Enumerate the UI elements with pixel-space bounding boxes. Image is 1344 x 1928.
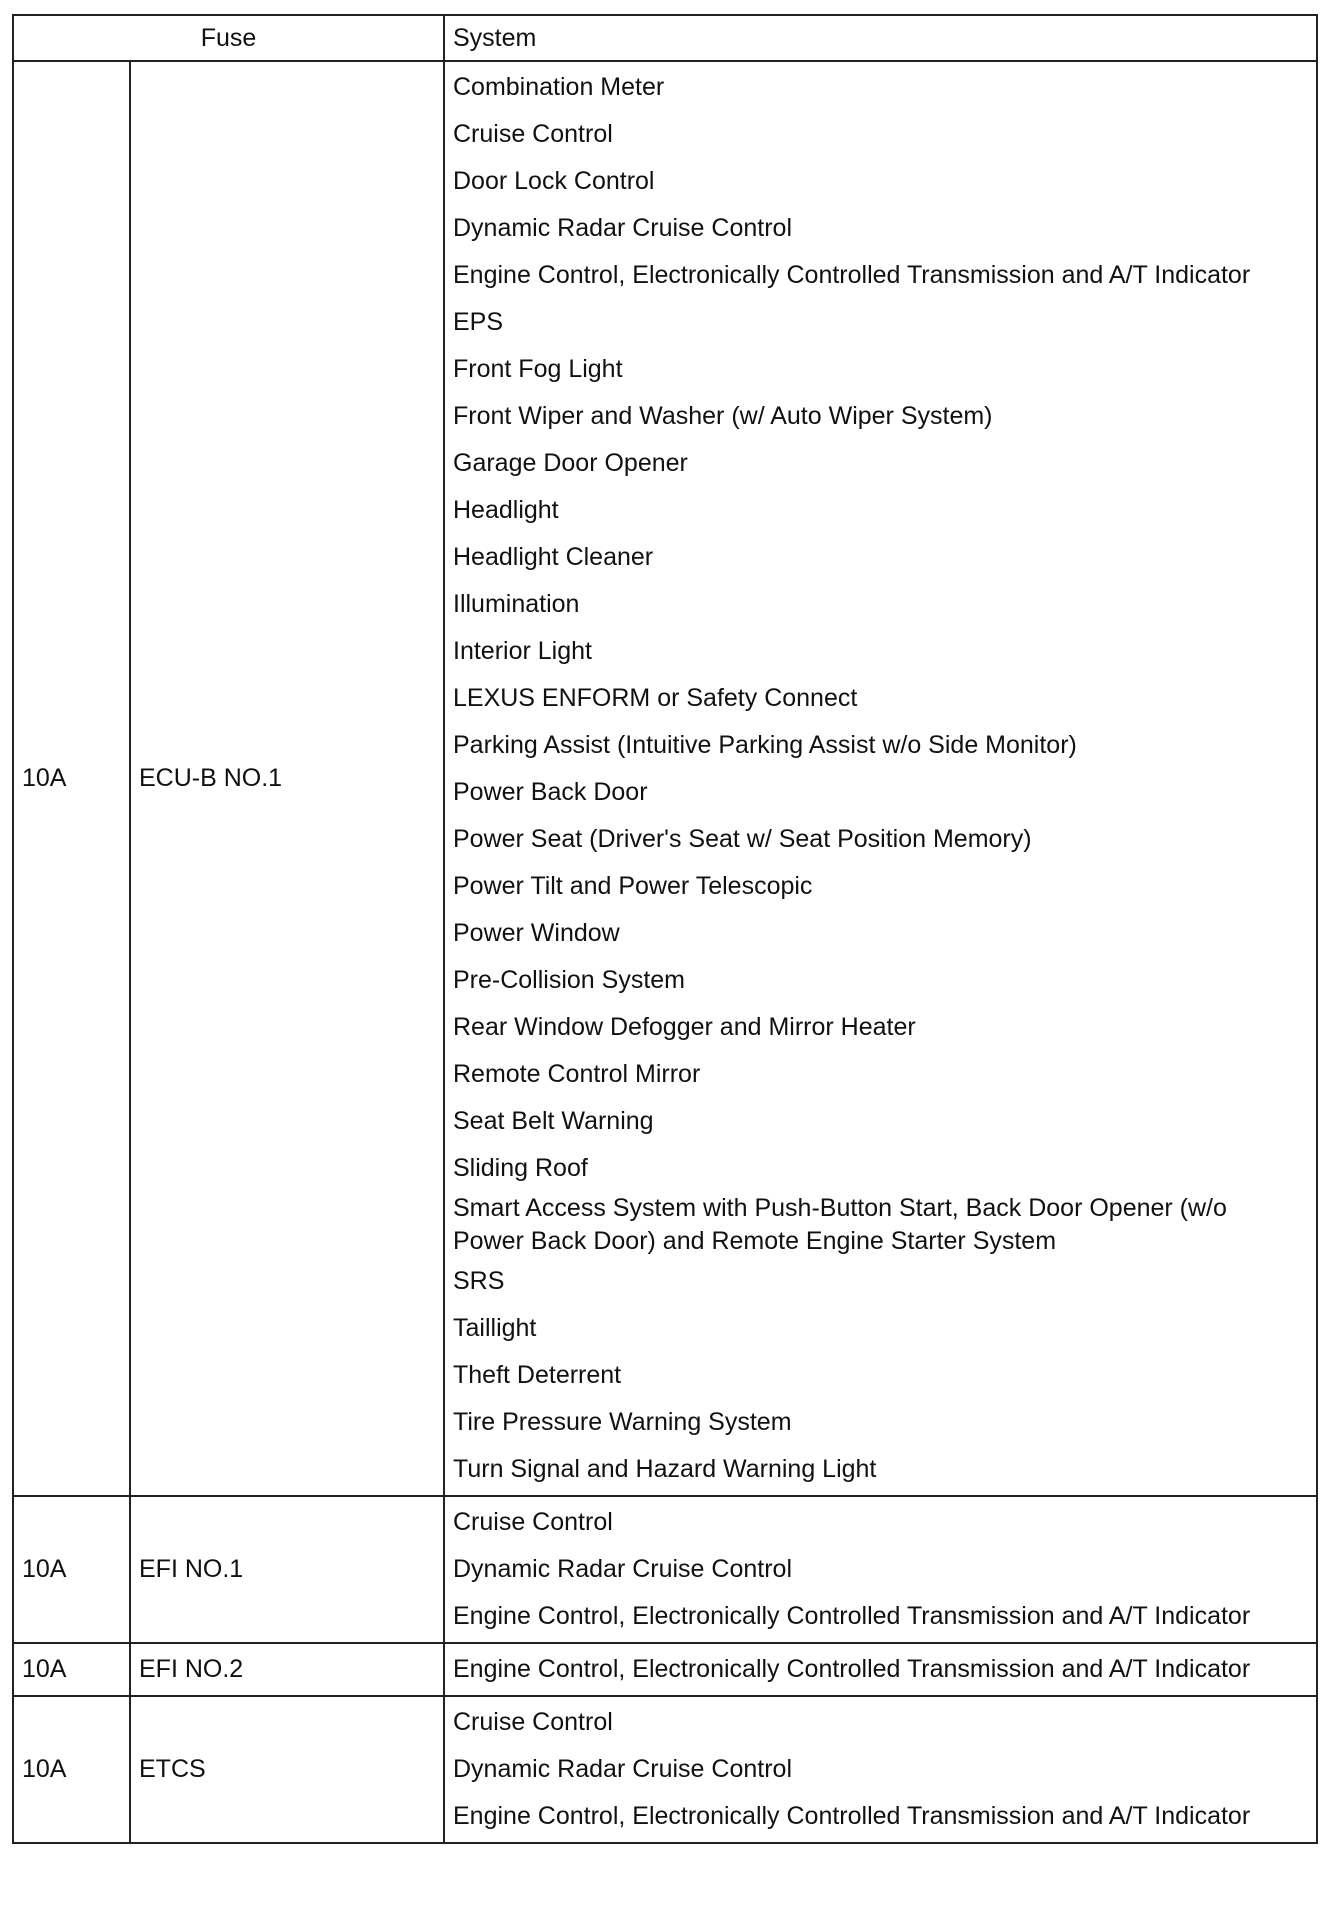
system-item-label: Headlight	[453, 496, 559, 524]
system-item-label: Power Seat (Driver's Seat w/ Seat Position Memory)	[453, 825, 1032, 853]
system-item-label: Turn Signal and Hazard Warning Light	[453, 1455, 877, 1483]
system-item	[453, 487, 1316, 534]
system-item-label: Power Window	[453, 919, 620, 947]
fuse-amperage: 10A	[13, 1643, 130, 1696]
system-item-label: Engine Control, Electronically Controlled Transmission and A/T Indicator	[453, 1802, 1251, 1830]
system-item-label: Parking Assist (Intuitive Parking Assist w/o Side Monitor)	[453, 731, 1077, 759]
system-item	[453, 64, 1316, 111]
system-item	[453, 299, 1316, 346]
system-item-label: Interior Light	[453, 637, 592, 665]
system-item-label: Power Back Door	[453, 778, 648, 806]
system-item-label: Tire Pressure Warning System	[453, 1408, 792, 1436]
system-item	[453, 1546, 1316, 1593]
system-item	[453, 910, 1316, 957]
system-item-label: Smart Access System with Push-Button Start, Back Door Opener (w/o Power Back Door) and Remote Engine Starter System	[453, 1194, 1227, 1255]
fuse-column-header: Fuse	[13, 15, 444, 61]
system-item-label: Engine Control, Electronically Controlled Transmission and A/T Indicator	[453, 1655, 1251, 1683]
fuse-name: EFI NO.1	[130, 1496, 444, 1643]
system-item	[453, 1352, 1316, 1399]
system-item-label: Taillight	[453, 1314, 537, 1342]
system-item-label: Sliding Roof	[453, 1154, 588, 1182]
system-item-label: Combination Meter	[453, 73, 665, 101]
system-item	[453, 1646, 1316, 1693]
system-item-label: Cruise Control	[453, 1508, 613, 1536]
fuse-row	[13, 1696, 1317, 1843]
system-item	[453, 534, 1316, 581]
system-item-label: Engine Control, Electronically Controlled Transmission and A/T Indicator	[453, 1602, 1251, 1630]
system-list	[444, 1696, 1317, 1843]
system-item-label: SRS	[453, 1267, 505, 1295]
system-item-label: Pre-Collision System	[453, 966, 686, 994]
fuse-row	[13, 1643, 1317, 1696]
system-item	[453, 628, 1316, 675]
system-item-label: Dynamic Radar Cruise Control	[453, 1555, 793, 1583]
system-item	[453, 675, 1316, 722]
fuse-row	[13, 61, 1317, 1496]
system-item-label: Front Fog Light	[453, 355, 623, 383]
header-row	[13, 15, 1317, 61]
fuse-name: ECU-B NO.1	[130, 61, 444, 1496]
system-item	[453, 1499, 1316, 1546]
fuse-name: EFI NO.2	[130, 1643, 444, 1696]
system-item	[453, 1258, 1316, 1305]
system-item	[453, 1593, 1316, 1640]
system-item-label: Rear Window Defogger and Mirror Heater	[453, 1013, 916, 1041]
system-item-label: Dynamic Radar Cruise Control	[453, 214, 793, 242]
system-item-label: Garage Door Opener	[453, 449, 688, 477]
system-item-label: Dynamic Radar Cruise Control	[453, 1755, 793, 1783]
fuse-amperage: 10A	[13, 61, 130, 1496]
fuse-amperage: 10A	[13, 1496, 130, 1643]
system-item-label: Seat Belt Warning	[453, 1107, 654, 1135]
system-list	[444, 1643, 1317, 1696]
fuse-table-body	[13, 61, 1317, 1843]
system-item-label: Theft Deterrent	[453, 1361, 622, 1389]
fuse-name: ETCS	[130, 1696, 444, 1843]
system-item	[453, 1098, 1316, 1145]
system-item	[453, 1699, 1316, 1746]
system-item	[453, 1192, 1316, 1258]
system-item-label: LEXUS ENFORM or Safety Connect	[453, 684, 858, 712]
fuse-amperage: 10A	[13, 1696, 130, 1843]
system-item	[453, 205, 1316, 252]
system-item	[453, 722, 1316, 769]
system-item	[453, 1051, 1316, 1098]
system-item-label: EPS	[453, 308, 504, 336]
system-item	[453, 1399, 1316, 1446]
system-item-label: Cruise Control	[453, 120, 613, 148]
system-item	[453, 1305, 1316, 1352]
system-item-label: Power Tilt and Power Telescopic	[453, 872, 813, 900]
system-item	[453, 863, 1316, 910]
system-item	[453, 1446, 1316, 1493]
system-item	[453, 158, 1316, 205]
system-item	[453, 393, 1316, 440]
system-item	[453, 816, 1316, 863]
system-item	[453, 111, 1316, 158]
system-item-label: Door Lock Control	[453, 167, 655, 195]
fuse-system-table	[12, 14, 1318, 1844]
system-item	[453, 581, 1316, 628]
system-item-label: Cruise Control	[453, 1708, 613, 1736]
system-list	[444, 1496, 1317, 1643]
system-item	[453, 346, 1316, 393]
system-item	[453, 769, 1316, 816]
system-item	[453, 252, 1316, 299]
system-item-label: Headlight Cleaner	[453, 543, 654, 571]
system-item	[453, 1746, 1316, 1793]
system-item	[453, 957, 1316, 1004]
system-column-header: System	[444, 15, 1317, 61]
system-item-label: Illumination	[453, 590, 580, 618]
system-list	[444, 61, 1317, 1496]
fuse-row	[13, 1496, 1317, 1643]
system-item-label: Front Wiper and Washer (w/ Auto Wiper System)	[453, 402, 993, 430]
system-item	[453, 1004, 1316, 1051]
system-item-label: Remote Control Mirror	[453, 1060, 701, 1088]
system-item	[453, 440, 1316, 487]
system-item	[453, 1145, 1316, 1192]
system-item-label: Engine Control, Electronically Controlled Transmission and A/T Indicator	[453, 261, 1251, 289]
system-item	[453, 1793, 1316, 1840]
